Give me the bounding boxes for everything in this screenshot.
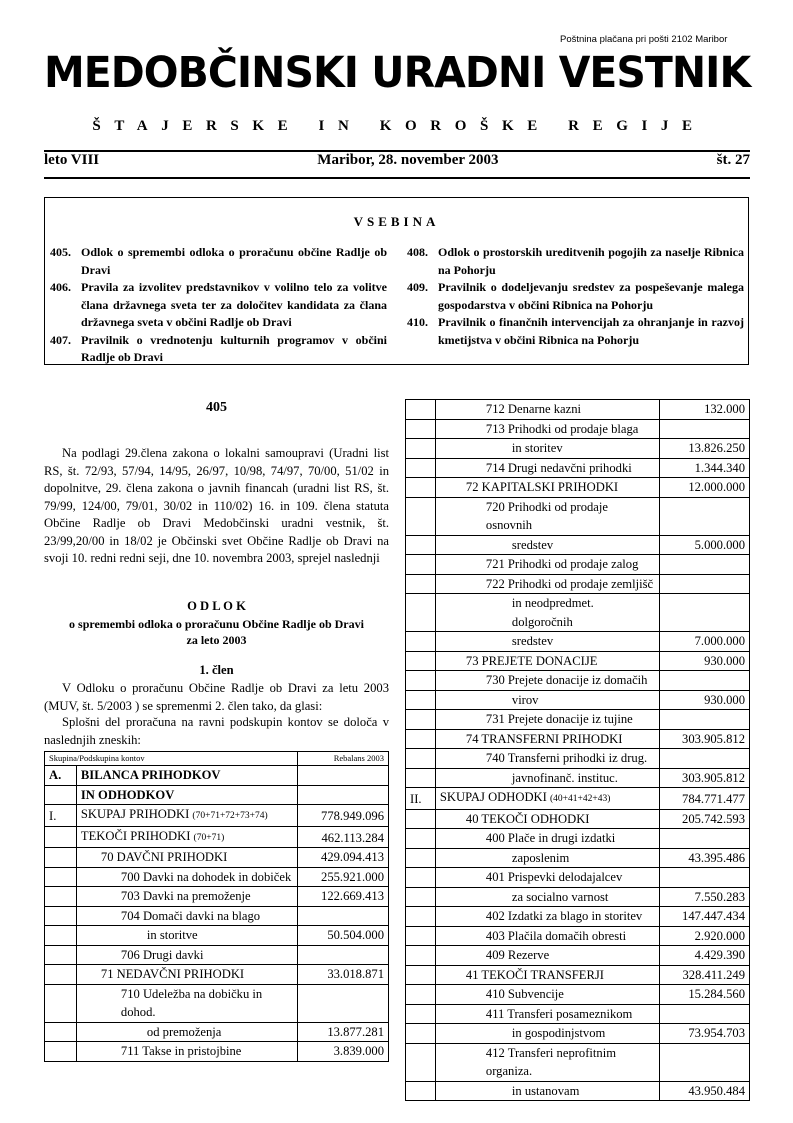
- row-label: in ustanovam: [435, 1081, 659, 1101]
- row-value: [660, 671, 750, 691]
- table-row: [406, 458, 750, 478]
- table-row: [406, 594, 750, 632]
- row-index: [406, 887, 436, 907]
- paragraph-1: V Odloku o proračunu Občine Radlje ob Dravi za letu 2003 (MUV, št. 5/2003 ) se spremenmi 2. člen tako, da glasi:: [44, 681, 389, 713]
- table-row: [45, 965, 389, 985]
- row-value: [660, 829, 750, 849]
- row-index: [45, 926, 77, 946]
- article-number: 405: [206, 400, 227, 415]
- table-row: [406, 1004, 750, 1024]
- table-row: [406, 497, 750, 535]
- row-index: [406, 458, 436, 478]
- row-value: 12.000.000: [660, 478, 750, 498]
- budget-table-right: [405, 399, 750, 1101]
- row-value: 132.000: [660, 400, 750, 420]
- row-index: [45, 867, 77, 887]
- row-label: in storitve: [76, 926, 297, 946]
- row-value: 778.949.096: [298, 805, 389, 827]
- table-row: [406, 632, 750, 652]
- table-row: [406, 907, 750, 927]
- row-value: 328.411.249: [660, 965, 750, 985]
- table-row: [406, 439, 750, 459]
- row-value: [298, 945, 389, 965]
- row-label: 71 NEDAVČNI PRIHODKI: [76, 965, 297, 985]
- row-index: [45, 984, 77, 1022]
- row-label: 721 Prihodki od prodaje zalog: [435, 555, 659, 575]
- row-value: 7.000.000: [660, 632, 750, 652]
- row-value: [660, 1043, 750, 1081]
- row-label: 70 DAVČNI PRIHODKI: [76, 848, 297, 868]
- row-index: [406, 829, 436, 849]
- row-index: [406, 574, 436, 594]
- table-row: [406, 419, 750, 439]
- row-index: [406, 809, 436, 829]
- contents-box: [44, 197, 749, 365]
- table-row: [406, 788, 750, 810]
- year-label: leto VIII: [44, 152, 100, 168]
- table-row: [45, 887, 389, 907]
- row-value: 73.954.703: [660, 1024, 750, 1044]
- row-value: 930.000: [660, 651, 750, 671]
- contents-item[interactable]: 410. Pravilnik o finančnih intervencijah za ohranjanje in razvoj kmetijstva v občini Ribnica na Pohorju: [407, 315, 744, 347]
- contents-title: VSEBINA: [353, 214, 440, 229]
- row-label: 720 Prihodki od prodaje osnovnih: [435, 497, 659, 535]
- row-index: [406, 671, 436, 691]
- row-label: 706 Drugi davki: [76, 945, 297, 965]
- table-row: [406, 926, 750, 946]
- row-index: [45, 848, 77, 868]
- divider: [44, 177, 750, 179]
- row-label: sredstev: [435, 632, 659, 652]
- row-index: [406, 497, 436, 535]
- row-index: [406, 926, 436, 946]
- row-label: virov: [435, 690, 659, 710]
- row-value: 930.000: [660, 690, 750, 710]
- table-row: [406, 768, 750, 788]
- row-label: 731 Prejete donacije iz tujine: [435, 710, 659, 730]
- row-label: 710 Udeležba na dobičku in dohod.: [76, 984, 297, 1022]
- issue-meta: [44, 152, 750, 169]
- row-index: [45, 965, 77, 985]
- row-value: [660, 710, 750, 730]
- row-index: [45, 887, 77, 907]
- table-row: [406, 710, 750, 730]
- row-label: 403 Plačila domačih obresti: [435, 926, 659, 946]
- row-label: in neodpredmet. dolgoročnih: [435, 594, 659, 632]
- table-row: [406, 671, 750, 691]
- masthead-title: MEDOBČINSKI URADNI VESTNIK: [44, 48, 751, 98]
- row-label: 410 Subvencije: [435, 985, 659, 1005]
- row-label: 400 Plače in drugi izdatki: [435, 829, 659, 849]
- contents-item[interactable]: 407. Pravilnik o vrednotenju kulturnih programov v občini Radlje ob Dravi: [50, 332, 387, 364]
- row-value: 1.344.340: [660, 458, 750, 478]
- table-row: [406, 478, 750, 498]
- row-value: 7.550.283: [660, 887, 750, 907]
- row-label: od premoženja: [76, 1022, 297, 1042]
- row-value: 784.771.477: [660, 788, 750, 810]
- row-index: [406, 907, 436, 927]
- date-label: Maribor, 28. november 2003: [317, 152, 499, 168]
- table-row: [406, 868, 750, 888]
- table-row: [45, 785, 389, 805]
- table-row: [45, 867, 389, 887]
- row-index: [406, 555, 436, 575]
- paragraph-2: Splošni del proračuna na ravni podskupin kontov se določa v naslednjih zneskih:: [44, 715, 389, 747]
- row-value: [660, 419, 750, 439]
- table-row: [406, 946, 750, 966]
- row-value: [660, 1004, 750, 1024]
- row-label: sredstev: [435, 535, 659, 555]
- issue-number: št. 27: [716, 152, 750, 168]
- row-label: SKUPAJ ODHODKI (40+41+42+43): [435, 788, 659, 810]
- row-value: 147.447.434: [660, 907, 750, 927]
- row-label: 40 TEKOČI ODHODKI: [435, 809, 659, 829]
- row-value: 50.504.000: [298, 926, 389, 946]
- row-label: zaposlenim: [435, 848, 659, 868]
- row-index: [406, 1004, 436, 1024]
- row-label: 711 Takse in pristojbine: [76, 1042, 297, 1062]
- table-row: [406, 535, 750, 555]
- contents-right-column: [407, 244, 744, 349]
- table-row: [406, 848, 750, 868]
- row-value: 255.921.000: [298, 867, 389, 887]
- contents-item[interactable]: 406. Pravila za izvolitev predstavnikov v volilno telo za volitve člana državnega sveta ter za določitev kandidata za člana državnega sveta v občini Radlje ob Dravi: [50, 280, 387, 329]
- row-label: 73 PREJETE DONACIJE: [435, 651, 659, 671]
- row-value: [660, 497, 750, 535]
- row-value: 43.395.486: [660, 848, 750, 868]
- row-label: 722 Prihodki od prodaje zemljišč: [435, 574, 659, 594]
- row-value: [660, 555, 750, 575]
- row-label: 411 Transferi posameznikom: [435, 1004, 659, 1024]
- table-row: [406, 400, 750, 420]
- table-row: [406, 651, 750, 671]
- table-row: [406, 690, 750, 710]
- row-index: [406, 729, 436, 749]
- row-index: [406, 594, 436, 632]
- table-row: [45, 1022, 389, 1042]
- row-value: [660, 574, 750, 594]
- row-value: 462.113.284: [298, 826, 389, 848]
- row-value: [660, 868, 750, 888]
- row-index: [406, 439, 436, 459]
- row-index: [45, 906, 77, 926]
- row-index: [45, 826, 77, 848]
- table-row: [406, 574, 750, 594]
- row-index: [406, 1043, 436, 1081]
- odlok-title: O D L O K: [187, 599, 246, 613]
- row-value: 43.950.484: [660, 1081, 750, 1101]
- row-index: [45, 785, 77, 805]
- table-row: [406, 1024, 750, 1044]
- row-value: 15.284.560: [660, 985, 750, 1005]
- row-label: 409 Rezerve: [435, 946, 659, 966]
- table-row: [406, 729, 750, 749]
- table-header: Skupina/Podskupina kontov Rebalans 2003: [45, 752, 389, 766]
- row-index: [406, 478, 436, 498]
- row-value: [298, 906, 389, 926]
- row-label: 712 Denarne kazni: [435, 400, 659, 420]
- contents-item[interactable]: 408. Odlok o prostorskih ureditvenih pogojih za naselje Ribnica na Pohorju: [407, 245, 744, 277]
- contents-item[interactable]: 409. Pravilnik o dodeljevanju sredstev za pospeševanje malega gospodarstva v občini Ribnica na Pohorju: [407, 280, 744, 312]
- budget-table-left: [44, 751, 389, 1062]
- row-index: [406, 419, 436, 439]
- contents-left-column: [50, 244, 387, 367]
- table-row: [45, 766, 389, 786]
- row-label: 700 Davki na dohodek in dobiček: [76, 867, 297, 887]
- row-value: [298, 984, 389, 1022]
- row-index: A.: [45, 766, 77, 786]
- row-label: in gospodinjstvom: [435, 1024, 659, 1044]
- clen-heading: 1. člen: [199, 663, 234, 677]
- table-row: [45, 984, 389, 1022]
- row-label: SKUPAJ PRIHODKI (70+71+72+73+74): [76, 805, 297, 827]
- masthead-subtitle: ŠTAJERSKE IN KOROŠKE REGIJE: [92, 118, 706, 134]
- table-row: [406, 965, 750, 985]
- odlok-subtitle: o spremembi odloka o proračunu Občine Radlje ob Dravi: [69, 617, 364, 631]
- row-index: [406, 1024, 436, 1044]
- postage-note: Poštnina plačana pri pošti 2102 Maribor: [560, 34, 728, 45]
- row-index: [406, 946, 436, 966]
- row-index: [406, 985, 436, 1005]
- row-label: 412 Transferi neprofitnim organiza.: [435, 1043, 659, 1081]
- row-label: 402 Izdatki za blago in storitev: [435, 907, 659, 927]
- table-row: [406, 749, 750, 769]
- row-value: 303.905.812: [660, 768, 750, 788]
- row-label: 730 Prejete donacije iz domačih: [435, 671, 659, 691]
- table-row: [406, 809, 750, 829]
- table-row: [406, 829, 750, 849]
- row-value: 13.826.250: [660, 439, 750, 459]
- row-label: 74 TRANSFERNI PRIHODKI: [435, 729, 659, 749]
- table-row: [45, 926, 389, 946]
- row-index: [45, 945, 77, 965]
- row-index: [406, 400, 436, 420]
- table-row: [45, 1042, 389, 1062]
- contents-item[interactable]: 405. Odlok o spremembi odloka o proračunu občine Radlje ob Dravi: [50, 245, 387, 277]
- row-value: 3.839.000: [298, 1042, 389, 1062]
- row-index: [406, 868, 436, 888]
- row-label: IN ODHODKOV: [76, 785, 297, 805]
- row-label: BILANCA PRIHODKOV: [76, 766, 297, 786]
- row-label: 740 Transferni prihodki iz drug.: [435, 749, 659, 769]
- row-index: [406, 965, 436, 985]
- row-index: I.: [45, 805, 77, 827]
- row-label: TEKOČI PRIHODKI (70+71): [76, 826, 297, 848]
- row-index: [406, 710, 436, 730]
- row-index: [406, 690, 436, 710]
- row-label: javnofinanč. instituc.: [435, 768, 659, 788]
- table-row: [45, 906, 389, 926]
- table-row: [406, 887, 750, 907]
- row-value: 5.000.000: [660, 535, 750, 555]
- row-index: [406, 768, 436, 788]
- row-label: in storitev: [435, 439, 659, 459]
- row-index: [406, 632, 436, 652]
- table-row: [45, 805, 389, 827]
- table-row: [45, 826, 389, 848]
- row-label: 401 Prispevki delodajalcev: [435, 868, 659, 888]
- table-row: [45, 848, 389, 868]
- row-index: [406, 749, 436, 769]
- table-row: [406, 555, 750, 575]
- row-value: [660, 594, 750, 632]
- odlok-year: za leto 2003: [186, 633, 247, 647]
- row-index: [45, 1022, 77, 1042]
- row-value: 33.018.871: [298, 965, 389, 985]
- row-label: 72 KAPITALSKI PRIHODKI: [435, 478, 659, 498]
- row-index: II.: [406, 788, 436, 810]
- row-value: [298, 785, 389, 805]
- row-index: [406, 535, 436, 555]
- row-index: [406, 848, 436, 868]
- row-value: 13.877.281: [298, 1022, 389, 1042]
- table-row: [406, 985, 750, 1005]
- row-label: za socialno varnost: [435, 887, 659, 907]
- row-value: 303.905.812: [660, 729, 750, 749]
- row-value: 205.742.593: [660, 809, 750, 829]
- row-index: [45, 1042, 77, 1062]
- row-index: [406, 651, 436, 671]
- row-value: 429.094.413: [298, 848, 389, 868]
- row-index: [406, 1081, 436, 1101]
- table-row: [406, 1081, 750, 1101]
- table-row: [406, 1043, 750, 1081]
- row-label: 704 Domači davki na blago: [76, 906, 297, 926]
- article-preamble: Na podlagi 29.člena zakona o lokalni samoupravi (Uradni list RS, št. 72/93, 57/94, 14/95, 26/97, 10/98, 74/97, 70/00, 51/02 in dopolnitve, 29. člena zakona o javnih financah (uradni list RS, št. 79/99, 124/00, 79/01, 30/02 in 110/02) 16. in 109. člena statuta Občine Radlje ob Dravi Medobčinski uradni vestnik, št. 23/99,20/00 in 18/02 je Občinski svet Občine Radlje ob Dravi na svoji 10. redni redni seji, dne 10. novembra 2003, sprejel naslednji: [44, 446, 389, 565]
- row-value: [298, 766, 389, 786]
- row-value: [660, 749, 750, 769]
- row-label: 41 TEKOČI TRANSFERJI: [435, 965, 659, 985]
- row-value: 2.920.000: [660, 926, 750, 946]
- row-label: 703 Davki na premoženje: [76, 887, 297, 907]
- table-row: [45, 945, 389, 965]
- row-value: 122.669.413: [298, 887, 389, 907]
- row-label: 714 Drugi nedavčni prihodki: [435, 458, 659, 478]
- row-value: 4.429.390: [660, 946, 750, 966]
- row-label: 713 Prihodki od prodaje blaga: [435, 419, 659, 439]
